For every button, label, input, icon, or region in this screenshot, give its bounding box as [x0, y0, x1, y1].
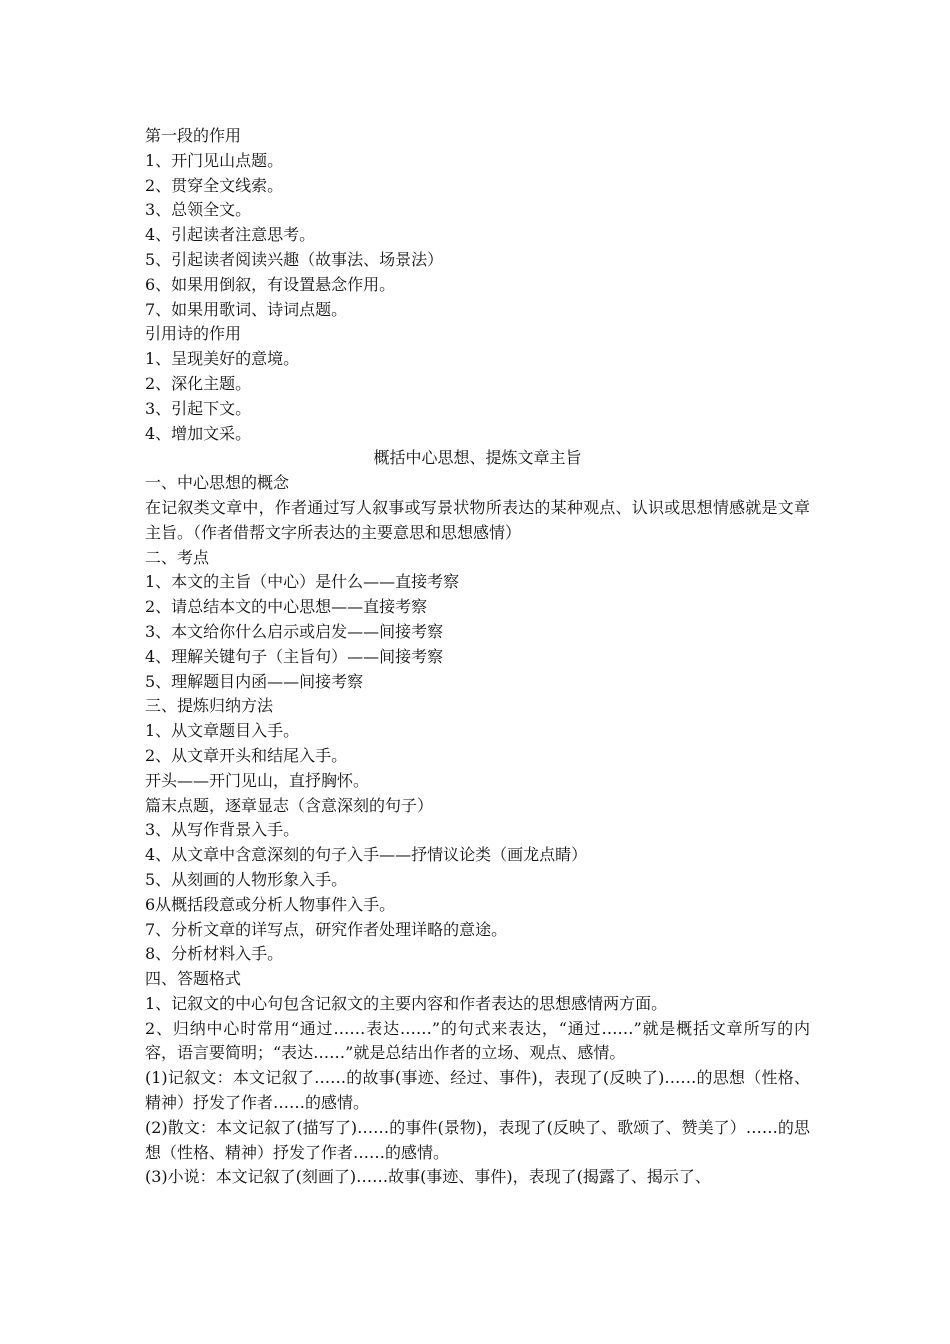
- list-item: 1、呈现美好的意境。: [145, 349, 300, 369]
- list-item: 4、增加文采。: [145, 423, 252, 443]
- paragraph: (3)小说：本文记叙了(刻画了)……故事(事迹、事件)，表现了(揭露了、揭示了、: [145, 1167, 711, 1187]
- section-heading: 四、答题格式: [145, 969, 242, 989]
- list-item: 4、理解关键句子（主旨句）——间接考察: [145, 646, 444, 666]
- list-item: 8、分析材料入手。: [145, 944, 284, 964]
- list-item: 3、总领全文。: [145, 200, 252, 220]
- list-item: 2、贯穿全文线索。: [145, 175, 284, 195]
- paragraph: 开头——开门见山，直抒胸怀。: [145, 770, 370, 790]
- list-item: 6从概括段意或分析人物事件入手。: [145, 894, 396, 914]
- list-item: 2、请总结本文的中心思想——直接考察: [145, 597, 428, 617]
- paragraph: (2)散文：本文记叙了(描写了)……的事件(景物)，表现了(反映了、歌颂了、赞美了）……的思想（性格、精神）抒发了作者……的感情。: [145, 1117, 810, 1162]
- list-item: 6、如果用倒叙，有设置悬念作用。: [145, 274, 396, 294]
- section-title: 概括中心思想、提炼文章主旨: [373, 448, 582, 468]
- list-item: 2、深化主题。: [145, 373, 252, 393]
- list-item: 5、引起读者阅读兴趣（故事法、场景法）: [145, 249, 444, 269]
- list-item: 1、记叙文的中心句包含记叙文的主要内容和作者表达的思想感情两方面。: [145, 993, 668, 1013]
- list-item: 5、理解题目内函——间接考察: [145, 671, 364, 691]
- list-item: 5、从刻画的人物形象入手。: [145, 869, 348, 889]
- section-heading: 三、提炼归纳方法: [145, 696, 274, 716]
- section-heading: 一、中心思想的概念: [145, 473, 290, 493]
- list-item: 7、分析文章的详写点，研究作者处理详略的意途。: [145, 919, 508, 939]
- list-item: 3、从写作背景入手。: [145, 820, 300, 840]
- list-item: 4、引起读者注意思考。: [145, 225, 316, 245]
- document-page: [145, 124, 810, 1190]
- list-item: 7、如果用歌词、诗词点题。: [145, 299, 348, 319]
- paragraph: 2、归纳中心时常用“通过……表达……”的句式来表达，“通过……”就是概括文章所写的内容，语言要简明；“表达……”就是总结出作者的立场、观点、感情。: [145, 1018, 810, 1063]
- list-item: 1、本文的主旨（中心）是什么——直接考察: [145, 572, 460, 592]
- paragraph: (1)记叙文：本文记叙了……的故事(事迹、经过、事件)，表现了(反映了)……的思想（性格、精神）抒发了作者……的感情。: [145, 1068, 810, 1113]
- list-item: 3、本文给你什么启示或启发——间接考察: [145, 621, 444, 641]
- paragraph: 篇末点题，逐章显志（含意深刻的句子）: [145, 795, 434, 815]
- heading-poem-quote-role: 引用诗的作用: [145, 324, 242, 344]
- list-item: 2、从文章开头和结尾入手。: [145, 745, 348, 765]
- list-item: 3、引起下文。: [145, 398, 252, 418]
- heading-first-paragraph-role: 第一段的作用: [145, 126, 242, 145]
- paragraph: 在记叙类文章中，作者通过写人叙事或写景状物所表达的某种观点、认识或思想情感就是文章主旨。（作者借帮文字所表达的主要意思和思想感情）: [145, 497, 810, 542]
- section-heading: 二、考点: [145, 547, 210, 567]
- list-item: 1、从文章题目入手。: [145, 721, 300, 741]
- list-item: 4、从文章中含意深刻的句子入手——抒情议论类（画龙点睛）: [145, 845, 588, 865]
- list-item: 1、开门见山点题。: [145, 150, 284, 170]
